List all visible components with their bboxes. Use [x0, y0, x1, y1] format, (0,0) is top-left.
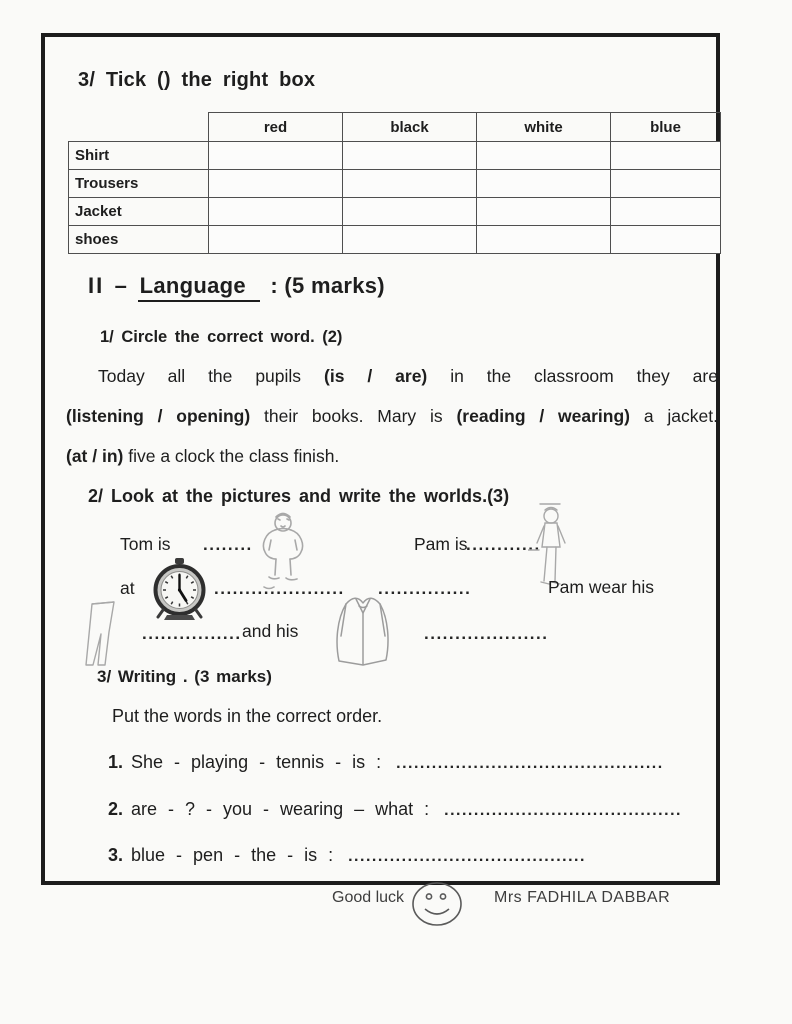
answer-dots: ........: [203, 535, 253, 554]
tick-cell: [477, 198, 611, 226]
column-header-red: red: [209, 113, 343, 142]
smiley-face-icon: [410, 880, 464, 928]
item-words: She - playing - tennis - is :: [131, 752, 382, 772]
item-words: blue - pen - the - is :: [131, 845, 334, 865]
exercise1-heading: 1/ Circle the correct word. (2): [100, 328, 343, 346]
answer-dots: ........................................: [348, 848, 586, 865]
exercise3-intro: Put the words in the correct order.: [112, 706, 383, 726]
tick-cell: [477, 170, 611, 198]
column-header-white: white: [477, 113, 611, 142]
tick-section-heading: 3/ Tick () the right box: [78, 69, 316, 91]
tick-cell: [343, 170, 477, 198]
paragraph-text: five a clock the class finish.: [128, 446, 340, 466]
tick-cell: [209, 142, 343, 170]
choice-pair: (is / are): [324, 366, 428, 386]
answer-dots: ....................: [424, 624, 549, 643]
paragraph-line-3: [66, 436, 718, 476]
tick-cell: [611, 198, 721, 226]
tick-cell: [209, 198, 343, 226]
tick-cell: [343, 142, 477, 170]
row-label-trousers: Trousers: [69, 170, 209, 198]
trousers-sketch-icon: [84, 601, 122, 669]
good-luck-label: Good luck: [332, 889, 405, 906]
exercise1-paragraph: [66, 356, 718, 476]
answer-dots: ............: [466, 535, 541, 554]
table-corner-blank: [69, 113, 209, 142]
answer-dots: .....................: [214, 579, 345, 598]
alarm-clock-icon: [150, 557, 210, 621]
tick-cell: [477, 226, 611, 254]
table-header-row: [69, 113, 721, 142]
writing-item-3: [108, 845, 586, 866]
row-label-jacket: Jacket: [69, 198, 209, 226]
item-number: 2.: [108, 799, 124, 819]
tick-cell: [209, 226, 343, 254]
section-dash: –: [114, 273, 128, 298]
paragraph-line-1: [66, 356, 718, 396]
tick-cell: [477, 142, 611, 170]
shirt-sketch-icon: [326, 592, 402, 668]
writing-item-2: [108, 799, 682, 820]
and-his-label: and his: [242, 621, 299, 641]
tick-cell: [611, 170, 721, 198]
tick-cell: [209, 170, 343, 198]
table-row: [69, 198, 721, 226]
answer-dots: ........................................: [444, 802, 682, 819]
row-label-shoes: shoes: [69, 226, 209, 254]
writing-item-1: [108, 752, 664, 773]
table-row: [69, 142, 721, 170]
teacher-name-label: Mrs FADHILA DABBAR: [494, 889, 671, 906]
choice-pair: (at / in): [66, 446, 124, 466]
choice-pair: (reading / wearing): [456, 406, 630, 426]
paragraph-text: a jacket.: [643, 406, 718, 426]
paragraph-text: in the classroom they are: [450, 366, 718, 386]
paragraph-line-2: [66, 396, 718, 436]
row-label-shirt: Shirt: [69, 142, 209, 170]
tick-cell: [611, 142, 721, 170]
column-header-black: black: [343, 113, 477, 142]
color-tick-table: [68, 112, 721, 254]
item-words: are - ? - you - wearing – what :: [131, 799, 430, 819]
pam-wear-label: Pam wear his: [548, 577, 655, 597]
exercise3-heading: 3/ Writing . (3 marks): [97, 667, 272, 686]
table-row: [69, 170, 721, 198]
exercise2-heading: 2/ Look at the pictures and write the worlds.(3): [88, 486, 510, 506]
item-number: 1.: [108, 752, 124, 772]
item-number: 3.: [108, 845, 124, 865]
pam-is-label: Pam is: [414, 534, 468, 554]
section-title: Language: [138, 273, 260, 302]
section-marks: : (5 marks): [270, 273, 385, 298]
tom-is-label: Tom is: [120, 534, 171, 554]
answer-dots: ................: [142, 624, 242, 643]
table-row: [69, 226, 721, 254]
at-label: at: [120, 578, 135, 598]
section-numeral: II: [88, 273, 105, 298]
language-section-heading: [88, 273, 385, 299]
column-header-blue: blue: [611, 113, 721, 142]
tick-cell: [343, 226, 477, 254]
choice-pair: (listening / opening): [66, 406, 251, 426]
tick-cell: [611, 226, 721, 254]
paragraph-text: their books. Mary is: [264, 406, 443, 426]
answer-dots: ...............: [378, 579, 472, 598]
answer-dots: .............................................: [396, 755, 664, 772]
paragraph-text: Today all the pupils: [98, 366, 302, 386]
tick-cell: [343, 198, 477, 226]
